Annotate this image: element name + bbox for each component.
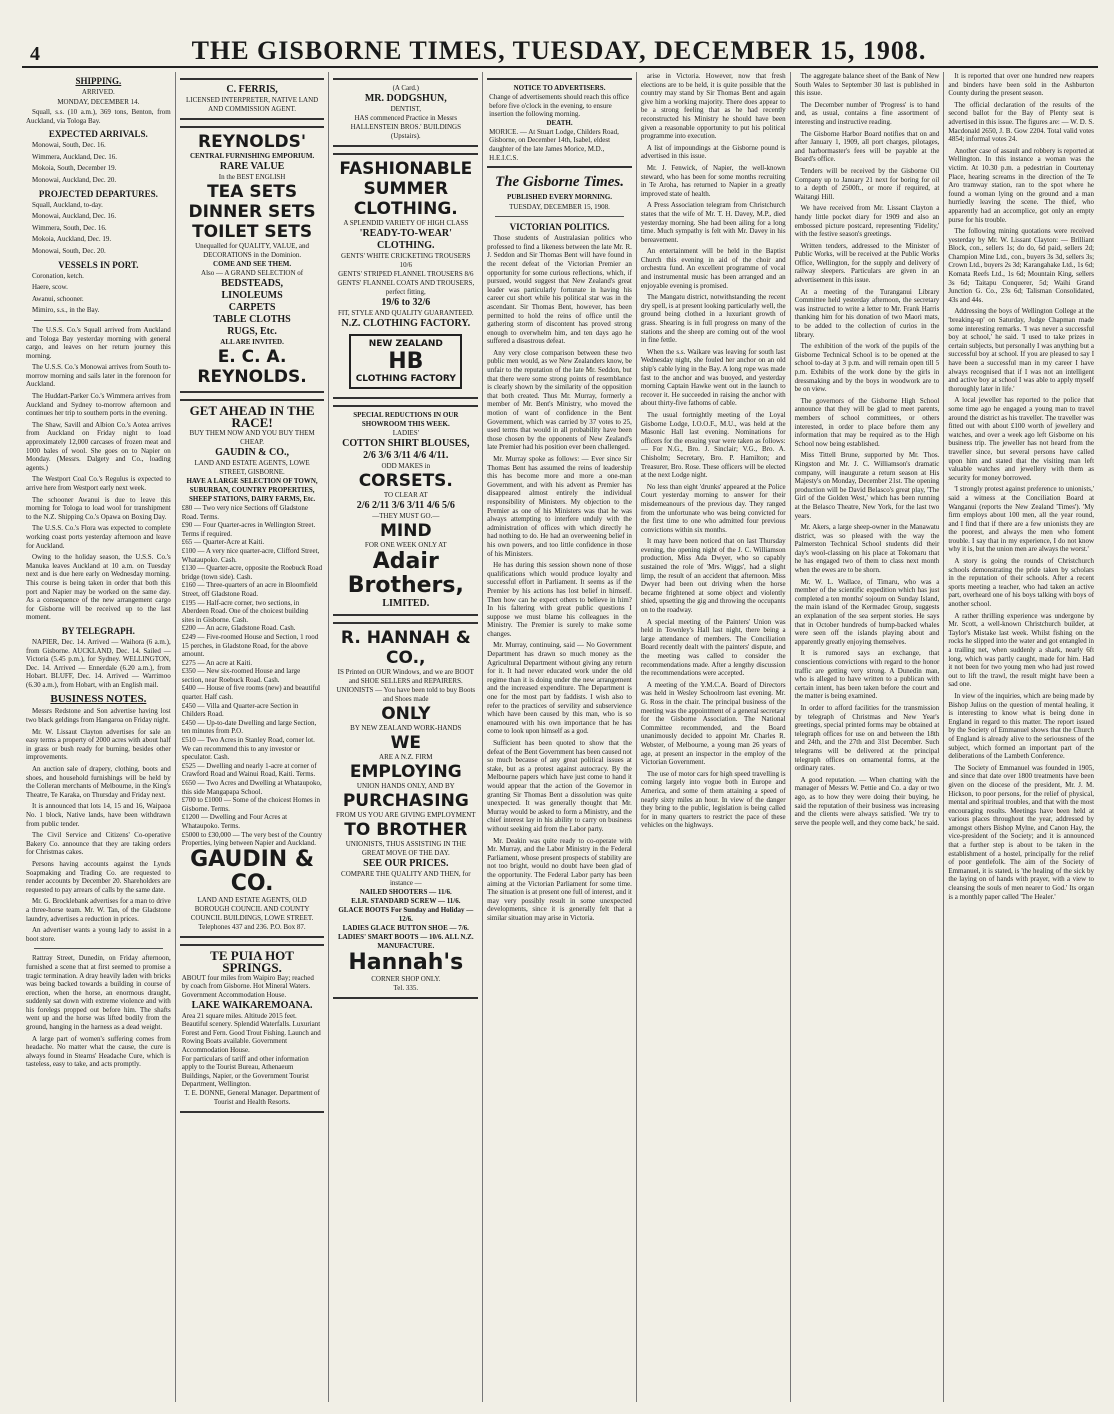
boot-item: E.I.R. STANDARD SCREW — 11/6.: [351, 897, 461, 905]
property-listing: £200 — An acre, Gladstone Road. Cash.: [181, 624, 296, 633]
news-paragraph: The aggregate balance sheet of the Bank of New South Wales to September 30 last is published in this issue.: [794, 72, 940, 98]
notice-heading: NOTICE TO ADVERTISERS.: [513, 84, 606, 92]
shipping-paragraph: The Westport Coal Co.'s Regulus is expected to arrive here from Westport early next week.: [26, 475, 171, 492]
ready-to-wear: 'READY-TO-WEAR' CLOTHING.: [359, 228, 452, 251]
goods-item: LINOLEUMS: [221, 290, 283, 301]
shipping-paragraph: Owing to the holiday season, the U.S.S. Co.'s Manuka leaves Auckland at 10 a.m. on Tuesday next and is due here early on Wednesday morning. This course is being taken in order that both this port and Napier may be worked on the same day. As a consequence of the new arrangement cargo for Gisborne will be received up to the last moment.: [26, 553, 171, 622]
news-paragraph: It is reported that over one hundred new reapers and binders have been sold in the Ashburton County during the present season.: [948, 72, 1095, 98]
best-english: In the BEST ENGLISH: [218, 173, 286, 181]
boot-item: GLACE BOOTS For Sunday and Holiday — 12/6.: [338, 906, 474, 923]
gaudin-ad: [180, 399, 325, 938]
editorial-paragraph: Mr. Murray, continuing, said — No Government Department has drawn so much money as the Agricultural Department without giving any return for it. It had never educated work under the old regime than it is doing under the new arrangement and the increased expenditure. The Department is one for the most part by faddists. I wish also to refer to the practices of servility and subservience which have been caused by this man, who is so enamoured with his own importance that he has come to look upon himself as a god.: [487, 641, 632, 736]
column-ads-left: [176, 72, 330, 1402]
tepuia-text: ABOUT four miles from Waipiro Bay; reached by coach from Gisborne. Hot Mineral Waters. Government Accommodation House.: [181, 973, 314, 999]
date-line: MONDAY, DECEMBER 14.: [57, 98, 140, 106]
news-paragraph: Tenders will be received by the Gisborne Oil Company up to January 21 next for boring for oil to a depth of 2500ft., or more if required, at Waitangi Hill.: [794, 166, 940, 201]
splendid-text: A SPLENDID VARIETY OF HIGH CLASS: [343, 219, 469, 227]
hannahs-name: Hannah's: [348, 950, 464, 975]
news-paragraph: It is rumored says an exchange, that conscientious convictions with regard to the honor traffic are getting very strong. A Dunedin man, who is alleged to have written to a publican with certain intent, has been taken before the court and the matter is being examined.: [794, 649, 940, 701]
grand-selection: Also — A GRAND SELECTION of: [201, 269, 304, 277]
property-listing: £249 — Five-roomed House and Section, 1 rood 15 perches, in Gladstone Road, for the above amount.: [181, 632, 319, 659]
notice-box: [487, 78, 632, 168]
property-listing: £350 — New six-roomed House and large section, near Roebuck Road. Cash.: [181, 667, 301, 684]
editorial-paragraph: Mr. Murray spoke as follows: — Ever since Sir Thomas Bent has assumed the reins of leadership this has become more and more a one-man Government, and with his advent as Premier has disappeared almost entirely the individual responsibility of Ministers. My objection to the Premier as one of his Ministers was that he was always attempting to interfere unduly with the administration of offices with which directly he had nothing to do. He had an overweening belief in his own powers, and too little confidence in those of his Ministers.: [487, 455, 632, 558]
come-see-text: COME AND SEE THEM.: [213, 260, 292, 268]
telegraph-text: NAPIER, Dec. 14. Arrived — Waihora (6 a.m.), from Gisborne. AUCKLAND, Dec. 14. Sailed — Victoria (5.45 p.m.), for Sydney. WELLINGTON, Dec. 14. Arrived — Ennerdale (6.20 a.m.), from Hobart. BLUFF, Dec. 14. Arrived — Warrimoo (6.30 a.m.), from Hobart, with an English mail.: [26, 637, 171, 689]
page-number: 4: [30, 43, 40, 65]
news-paragraph: The December number of 'Progress' is to hand and, as usual, contains a fine assortment of interesting and instructive reading.: [794, 100, 940, 126]
property-listing: £1200 — Dwelling and Four Acres at Whataupoko. Terms.: [181, 813, 288, 830]
blouse-prices: 2/6 3/6 3/11 4/6 4/11.: [363, 450, 449, 461]
property-listing: £650 — Two Acres and Dwelling at Whataupoko, this side Mangapapa School.: [181, 779, 322, 796]
reynolds-ad: [180, 126, 325, 393]
projected-heading: PROJECTED DEPARTURES.: [38, 188, 158, 199]
news-paragraph: The use of motor cars for high speed travelling is coming largely into vogue both in Europe and America, and some of them attaining a speed of nearly sixty miles an hour. In view of the danger they bring to the public, legislation is being called for in many quarters to restrict the pace of these vehicles on the highways.: [640, 769, 786, 830]
port-item: Awanui, schooner.: [32, 294, 84, 303]
tariff-text: For particulars of tariff and other information apply to the Tourist Bureau, Athenaeum Buildings, Napier, or the Government Tourist Department, Wellington.: [181, 1054, 309, 1089]
news-paragraph: A good reputation. — When chatting with the manager of Messrs W. Pettie and Co. a day or two ago, as to how they were doing their buying, he said the reputation of their business was increasing and the clients were always satisfied. 'We try to serve the people well, and they come back,' he said.: [794, 775, 940, 827]
compare-text: COMPARE THE QUALITY AND THEN, for instance —: [341, 870, 471, 887]
goods-item: RUGS, Etc.: [227, 326, 277, 337]
one-week-only: FOR ONE WEEK ONLY AT: [364, 541, 447, 549]
ferris-subtitle: LICENSED INTERPRETER, NATIVE LAND AND COMMISSION AGENT.: [185, 96, 319, 113]
nz-clothing-factory: N.Z. CLOTHING FACTORY.: [341, 318, 471, 329]
column-ads-right: [329, 72, 483, 1402]
shipping-paragraph: The Huddart-Parker Co.'s Wimmera arrives from Auckland and Sydney to-morrow afternoon and continues her trip to southern ports in the evening.: [26, 392, 171, 418]
telegraph-heading: BY TELEGRAPH.: [61, 625, 135, 636]
tepuia-ad: [180, 944, 325, 1113]
news-paragraph: In order to afford facilities for the transmission by telegraph of Christmas and New Year's greetings, special printed forms may be obtained at telegraph offices for use on and between the 18th and 24th, and the 27th and 31st December. Such telegrams will be delivered at the principal telegraph offices on ornamental forms, at the ordinary rates.: [794, 703, 940, 773]
dodgshun-name: MR. DODGSHUN,: [364, 93, 447, 104]
news-paragraph: The governors of the Gisborne High School announce that they will be glad to meet parents, members of school committees, or others interested, in order to place before them any information that may be required as to the High School now being established.: [794, 396, 940, 448]
to-clear: TO CLEAR AT: [383, 491, 428, 499]
must-go: —THEY MUST GO.—: [372, 512, 440, 520]
property-listing: £195 — Half-acre corner, two sections, in Aberdeen Road. One of the choicest building sites in Gisborne. Cash.: [181, 598, 309, 624]
projected-item: Wimmera, South, Dec. 16.: [32, 223, 107, 232]
news-paragraph: The following mining quotations were received yesterday by Mr. W. Lissant Clayton: — Brilliant Block, con., sellers 1s; do do, 6d paid, sellers 2d; Champion Mine Ltd., con., buyers 3s 3d, sellers 3s; Crown Ltd., buyers 2s 3d; Karangahake Ltd., 1s 6d; Komata Reefs Ltd., 1s 6d; Mountain King, sellers 3s 6d; Taitapu Conquerer, 5d; Waihi Grand Junction G. Co., 23s 6d; Talisman Consolidated, 43s and 44s.: [948, 227, 1095, 304]
property-listing: £80 — Two very nice Sections off Gladstone Road. Terms.: [181, 504, 308, 521]
property-listing: £5000 to £30,000 — The very best of the Country Properties, lying between Napier and Auckland.: [181, 830, 322, 848]
port-item: Coronation, ketch.: [32, 271, 84, 280]
port-heading: VESSELS IN PORT.: [58, 259, 139, 270]
news-paragraph: Another case of assault and robbery is reported at Wellington. In this instance a woman was the victim. At 10.30 p.m. a pedestrian in Courtenay Place, hearing screams in the direction of the Te Aro tramway station, ran to the spot where he found a woman lying on the ground and a man hurriedly leaving the scene. The thief, who apparently had an accomplice, got only an empty purse for his trouble.: [948, 146, 1095, 224]
port-item: Mimiro, s.s., in the Bay.: [32, 306, 100, 315]
business-note: Mr. W. Lissaut Clayton advertises for sale an easy terms a property of 2000 acres with about half in grass or bush ready for burning, besides other improvements.: [26, 727, 171, 762]
price-range: 19/6 to 32/6: [381, 297, 431, 308]
editorial-paragraph: Sufficient has been quoted to show that the defeat of the Bent Government has been caused not so much because of any great political issues at stake, but as a protest against autocracy. By the Melbourne papers which have just come to hand it would appear that the action of the Governor in granting Sir Thomas Bent a dissolution was quite unexpected. It was generally thought that Mr. Murray would be asked to form a Ministry, and the chief interest lay in his ability to carry on business without seeking aid from the Labor party.: [487, 739, 632, 833]
rare-value: RARE VALUE: [219, 161, 285, 172]
property-listing: £65 — Quarter-Acre at Kaiti.: [181, 538, 265, 547]
adair-brothers: Adair Brothers,: [347, 549, 464, 598]
adair-ad: [333, 405, 478, 616]
property-listing: £510 — Two Acres in Stanley Road, corner lot. We can recommend this to any investor or speculator. Cash.: [181, 736, 315, 762]
arrival-text: Squall, s.s. (10 a.m.), 369 tons, Benton, from Auckland, via Tologa Bay.: [26, 108, 171, 125]
tepuia-title: TE PUIA HOT SPRINGS.: [210, 947, 294, 975]
news-paragraph: The Gisborne Harbor Board notifies that on and after January 1, 1909, all port charges, pilotages, and harbormaster's fees will be payable at the Board's office.: [794, 129, 940, 164]
news-paragraph: A meeting of the Y.M.C.A. Board of Directors was held in Wesley Schoolroom last evening. Mr. G. Ross in the chair. The principal business of the meeting was the appointment of a general secretary for the Gisborne Association. The National Committee recommended, and the Board unanimously decided to appoint Mr. Charles R. Webster, of Melbourne, a young man 26 years of age, at present an inspector in the employ of the Victorian Government.: [640, 680, 786, 767]
news-paragraph: 'I strongly protest against preference to unionists,' said a witness at the Conciliation Board at Wanganui (reports the New Zealand 'Times'). 'My firm employs about 100 men, all the year round, and I find that if there are a few unionists they are the poorest, and always the men who foment trouble. I say that in my experience, I do not know why it is, but the union men are always the worst.': [948, 485, 1095, 554]
corset-prices: 2/6 2/11 3/6 3/11 4/6 5/6: [356, 500, 455, 511]
property-listing: £160 — Three-quarters of an acre in Bloomfield Street, off Gladstone Road.: [181, 581, 318, 598]
news-paragraph: A large part of women's suffering comes from headache. No matter what the cause, the cure is always found in Stearns' Headache Cure, which is tasteless, easy to take, and acts promptly.: [26, 1034, 171, 1069]
expected-item: Mokoia, South, December 19.: [32, 164, 117, 173]
property-listing: £450 — Villa and Quarter-acre Section in Childers Road.: [181, 701, 299, 719]
invited-text: ALL ARE INVITED.: [220, 338, 284, 346]
news-paragraph: The exhibition of the work of the pupils of the Gisborne Technical School is to be opened at the school to-day at 3 p.m. and will remain open till 5 p.m. Exhibits of the work done by the girls in dressmaking and by the boys in woodwork are to be on view.: [794, 342, 940, 394]
gaudin-subtitle: LAND AND ESTATE AGENTS, LOWE STREET, GISBORNE.: [194, 459, 310, 476]
business-note: Messrs Redstone and Son advertise having lost two black geldings from Hangaroa on Friday night.: [26, 707, 171, 725]
fit-guarantee: FIT, STYLE AND QUALITY GUARANTEED.: [337, 309, 474, 317]
hannah-name: R. HANNAH & CO.,: [340, 628, 471, 668]
news-paragraph: A rather thrilling experience was undergone by Mr. Scott, a well-known Christchurch builder, at Taylor's Mistake last week. Whilst fishing on the rocks he slipped into the water and got entangled in a trailing net, when suddenly a shark, nearly 6ft long, which was partly caught, made for him. Had it not been for two young men who had just rowed out to lift the trawl, the result might have been a sad one.: [948, 611, 1095, 689]
hannah-ad: [333, 622, 478, 999]
corsets-title: CORSETS.: [358, 471, 453, 491]
property-listing: £90 — Four Quarter-acres in Wellington Street. Terms if required.: [181, 521, 316, 538]
shipping-paragraph: The U.S.S. Co.'s Squall arrived from Auckland and Tologa Bay yesterday morning with general cargo, and leaves on her return journey this morning.: [26, 325, 171, 360]
projected-item: Monowai, South, Dec. 20.: [32, 246, 106, 255]
editorial-paragraph: Those students of Australasian politics who professed to find a likeness between the late Mr. R. J. Seddon and Sir Thomas Bent will have found in the recent defeat of the Victorian Premier an opportunity for some curious reflections, which, if pursued, would suggest that New Zealand's great leader was particularly fortunate in having his career cut short while his political star was in the ascendant. Sir Thomas Bent, however, has been permitted to hold the reins of office until the gathering storm of discontent has proved strong enough to overwhelm him, and ten days ago he suffered a disastrous defeat.: [487, 234, 632, 346]
business-note: Mr. G. Brocklebank advertises for a man to drive a three-horse team. Mr. W. Tan, of the Gladstone laundry, advertises a reduction in prices.: [26, 897, 171, 923]
news-paragraph: A list of impoundings at the Gisborne pound is advertised in this issue.: [640, 143, 786, 161]
logo-bottom-text: CLOTHING FACTORY: [355, 374, 456, 384]
divider: [34, 948, 163, 949]
expected-heading: EXPECTED ARRIVALS.: [48, 129, 148, 140]
expected-item: Monowai, South, Dec. 16.: [32, 141, 106, 150]
masthead: [22, 32, 1098, 68]
news-paragraph: A story is going the rounds of Christchurch schools demonstrating the pride taken by scholars in the reputation of their schools. After a recent sports meeting a teacher, who had taken an active part, overheard one of his boys talking with boys of another school.: [948, 557, 1095, 609]
corner-shop: CORNER SHOP ONLY.: [371, 975, 441, 983]
news-paragraph: We have received from Mr. Lissant Clayton a handy little pocket diary for 1909 and also an embossed picture postcard, representing 'Fidelity,' with the festive season's greetings.: [794, 204, 940, 239]
lake-title: LAKE WAIKAREMOANA.: [191, 999, 313, 1011]
port-item: Haere, scow.: [32, 283, 68, 292]
hannah-text: IS Printed on OUR Windows, and we are BOOT and SHOE SELLERS and REPAIRERS.: [337, 668, 474, 685]
news-paragraph: At a meeting of the Turanganui Library Committee held yesterday afternoon, the secretary was instructed to write a letter to Mr. Frank Harris thanking him for his donation of two Maori mats, to be added to the collection of curios in the library.: [794, 287, 940, 339]
reynolds-subtitle: CENTRAL FURNISHING EMPORIUM.: [189, 152, 315, 160]
shipping-paragraph: The U.S.S. Co.'s Monowai arrives from South to-morrow morning and sails later in the forenoon for Auckland.: [26, 363, 171, 389]
business-note: An auction sale of drapery, clothing, boots and shoes, and household furnishings will be held by the Colleran merchants of Melbourne, in the King's Theatre, Te Karaka, on Thursday and Friday next.: [26, 765, 171, 799]
divider: [34, 320, 163, 321]
gents-item: GENTS' STRIPED FLANNEL TROUSERS 8/6: [338, 270, 474, 278]
news-paragraph: An entertainment will be held in the Baptist Church this evening in aid of the choir and orchestra fund. An excellent programme of vocal and instrumental music has been arranged and an enjoyable evening is promised.: [640, 247, 786, 290]
cotton-blouses: COTTON SHIRT BLOUSES,: [342, 438, 470, 449]
news-paragraph: The usual fortnightly meeting of the Loyal Gisborne Lodge, I.O.O.F., M.U., was held at the Masonic Hall last evening. Nominations for officers for the ensuing year were taken as follows: — For N.G., Bro. J. Sinclair; V.G., Bro. A. Chisholm; Secretary, Bro. P. Hamilton; and Treasurer, Bro. Rose. These officers will be elected at the next Lodge night.: [640, 410, 786, 480]
gents-item: GENTS' FLANNEL COATS AND TROUSERS, perfect fitting,: [337, 279, 475, 296]
news-paragraph: Written tenders, addressed to the Minister of Public Works, will be received at the Public Works Office, Wellington, for the supply and delivery of railway sleepers. Particulars are given in an advertisement in this issue.: [794, 241, 940, 285]
property-listing: £700 to £1000 — Some of the choicest Homes in Gisborne. Terms.: [181, 796, 320, 813]
business-heading: BUSINESS NOTES.: [50, 693, 147, 706]
issue-date: TUESDAY, DECEMBER 15, 1908.: [509, 203, 610, 212]
we-word: WE: [390, 733, 421, 753]
gaudin-name: GAUDIN & CO.,: [215, 447, 290, 458]
paper-name: The Gisborne Times.: [495, 174, 625, 191]
shipping-paragraph: The U.S.S. Co.'s Flora was expected to complete working coast ports yesterday afternoon and leave for Auckland.: [26, 524, 171, 550]
dodgshun-ad: [333, 78, 478, 147]
goods-item: TABLE CLOTHS: [213, 314, 291, 325]
ferris-name: C. FERRIS,: [226, 84, 278, 95]
shipping-heading: SHIPPING.: [75, 76, 122, 86]
unionists-assist-text: UNIONISTS, THUS ASSISTING IN THE GREAT MOVE OF THE DAY.: [345, 840, 466, 857]
news-paragraph: arise in Victoria. However, now that fresh elections are to be held, it is quite possible that the country may stand by Sir Thomas Bent and again give him a working majority. There does appear to be a strong feeling that as he had recently reconstructed his Ministry he should have been given a reasonable opportunity to put his political programme into execution.: [640, 72, 786, 141]
news-paragraph: The Mangatu district, notwithstanding the recent dry spell, is at present looking particularly well, the ground being clothed in a luxuriant growth of grass. Shearing is in full progress on many of the stations and the sheep are coming out of the wool in fine fettle.: [640, 293, 786, 345]
card-label: (A Card.): [392, 84, 420, 92]
dentist-label: DENTIST,: [390, 105, 421, 113]
news-paragraph: A local jeweller has reported to the police that some time ago he engaged a young man to travel around the district as his traveller. The traveller was fitted out with about £100 worth of jewellery and watches, and over a week ago left Gisborne on his business trip. The jeweller has not heard from the traveller since, but several persons have called upon him and stated that the visiting man left valuable watches and jewellery with them as security for money borrowed.: [948, 396, 1095, 482]
expected-item: Wimmera, Auckland, Dec. 16.: [32, 152, 118, 161]
news-paragraph: A Press Association telegram from Christchurch states that the wife of Mr. T. H. Davey, M.P., died yesterday morning. She had been ailing for a long time. Much sympathy is felt with Mr. Davey in his bereavement.: [640, 201, 786, 244]
column-shipping: [22, 72, 176, 1402]
boot-item: LADIES GLACE BUTTON SHOE — 7/6.: [342, 924, 469, 932]
news-paragraph: The Society of Emmanuel was founded in 1905, and since that date over 1800 treatments have been given on the diocese of the president, Mr. J. M. Hickson, to poor persons, for the relief of physical, mental and spiritual troubles, and that with the most encouraging results. Meetings have been held at various places throughout the year, addressed by amongst others Bishop Mylne, and Canon Hay, the vice-president of the Society; and it is announced that a further step is about to be taken in the establishment of a hostel, principally for the relief of poor gentlefolk. The aim of the Society of Emmanuel, it is stated, is 'the healing of the sick by the laying on of hands with prayer, with a view to cleansing the souls of men nearer to God.' Its organ is a monthly paper called 'The Healer.': [948, 763, 1095, 901]
news-paragraph: Mr. J. Fenwick, of Napier, the well-known steward, who has been for some months recruiting in Te Aroha, has returned to Napier in a greatly improved state of health.: [640, 163, 786, 198]
news-paragraph: When the s.s. Waikare was leaving for south last Wednesday night, she fouled her anchor on an old ship's cable lying in the Bay. A long rope was made fast to the anchor and was buoyed, and yesterday morning Captain Hawke went out in the launch to recover it. He succeeded in raising the anchor with about thirty-five fathoms of cable.: [640, 347, 786, 408]
death-text: MORICE. — At Stuart Lodge, Childers Road, Gisborne, on December 14th, Isabel, eldest daughter of the late James Morice, M.D., H.E.I.C.S.: [489, 127, 619, 162]
dinner-sets: DINNER SETS: [188, 202, 316, 222]
editorial-paragraph: Mr. Deakin was quite ready to co-operate with Mr. Murray, and the Labor Ministry in the Federal Parliament, whose present prospects of stability are not too bright, would no doubt have been glad of the opportunity. The Federal Labor party has been aiming at the Victorian Parliament for some time. The situation is at present one full of interest, and it may very possibly result in some unexpected developments, since it is generally felt that a similar situation may arise in Victoria.: [487, 836, 632, 922]
news-paragraph: No less than eight 'drunks' appeared at the Police Court yesterday morning to answer for their misdemeanours of the previous day. They ranged from the unfortunate who was being convicted for the first time to one who admitted four previous convictions within six months.: [640, 482, 786, 534]
columns: [22, 72, 1098, 1402]
donne-signature: T. E. DONNE, General Manager. Department of Tourist and Health Resorts.: [184, 1088, 320, 1106]
death-heading: DEATH.: [546, 118, 573, 127]
projected-item: Mokoia, Auckland, Dec. 19.: [32, 235, 112, 244]
business-note: It is announced that lots 14, 15 and 16, Waipaoa No. 1 block, Native lands, have been withdrawn from public tender.: [26, 802, 171, 828]
business-note: An advertiser wants a young lady to assist in a boot store.: [26, 926, 171, 943]
masthead-title: THE GISBORNE TIMES, TUESDAY, DECEMBER 15, 1908.: [191, 36, 927, 65]
race-subtitle: BUY THEM NOW AND YOU BUY THEM CHEAP.: [189, 429, 315, 446]
news-paragraph: Rattray Street, Dunedin, on Friday afternoon, furnished a scene that at first seemed to promise a tragic termination. A dray heavily laden with bricks was being backed towards a building in course of erection, when the horse, an enormous draught, suddenly sat down with extreme violence and with his forelegs propped out before him. The shafts went up and the horse was lifted bodily from the ground, hanging in the harness as a dead weight.: [26, 954, 171, 1032]
from-us-text: FROM US YOU ARE GIVING EMPLOYMENT: [336, 811, 476, 819]
property-listing: £450 — Up-to-date Dwelling and large Section, ten minutes from P.O.: [181, 718, 317, 736]
news-paragraph: The official declaration of the results of the second ballot for the Bay of Plenty seat is advertised in this issue. The figures are: — W. D. S. Macdonald 2650, J. B. Gow 2204. Total valid votes 4854; informal votes 24.: [948, 100, 1095, 144]
ladies-label: LADIES': [392, 429, 419, 437]
news-paragraph: It may have been noticed that on last Thursday evening, the opening night of the J. C. Williamson production, Miss Ada Dwyer, who so capably sustained the role of 'Mrs. Wiggs', had a slight limp, the result of an accident that afternoon. Miss Dwyer had been out driving when the horse became frightened at some object and violently shied, upsetting the gig and throwing the occupants on to the roadway.: [640, 537, 786, 615]
business-note: The Civil Service and Citizens' Co-operative Bakery Co. announce that they are taking orders for Christmas cakes.: [26, 831, 171, 857]
clothing-ad: [333, 153, 478, 399]
telephone: Tel. 335.: [393, 984, 419, 992]
gaudin-telephones: Telephones 437 and 236. P.O. Box 87.: [198, 922, 306, 931]
goods-item: CARPETS: [228, 302, 276, 313]
race-title: GET AHEAD IN THE RACE!: [189, 403, 315, 430]
news-paragraph: A special meeting of the Painters' Union was held in Townley's Hall last night, there being a large attendance of members. The Conciliation Board recently dealt with the painters' dispute, and the meeting was called to consider the recommendations made. After a lengthy discussion the recommendations were accepted.: [640, 617, 786, 678]
only-word: ONLY: [381, 704, 431, 724]
column-local-news-3: [944, 72, 1098, 1402]
gaudin-big-name: GAUDIN & CO.: [190, 846, 315, 896]
mind-title: MIND: [380, 521, 432, 541]
news-paragraph: Mr. W. L. Wallace, of Timaru, who was a member of the scientific expedition which has just completed a ten months' sojourn on Sunday Island, the main island of the Kermadec Group, suggests an explanation of the sea serpent stories. He says that in October hundreds of hump-backed whales were seen off the islands playing about and apparently greatly enjoying themselves.: [794, 577, 940, 646]
hb-logo: [349, 334, 462, 389]
shipping-paragraph: The Shaw, Savill and Albion Co.'s Aotea arrives from Auckland on Friday night to load approximately 12,000 carcases of frozen meat and 1000 bales of wool. She goes on to Napier on Monday. (Messrs. Dalgety and Co., loading agents.): [26, 420, 171, 472]
tea-sets: TEA SETS: [207, 182, 298, 202]
divider: [495, 216, 624, 217]
property-listing: £100 — A very nice quarter-acre, Clifford Street, Whataupoko. Cash.: [181, 546, 320, 564]
union-hands-text: UNION HANDS ONLY, AND BY: [356, 782, 455, 790]
eca-reynolds: E. C. A. REYNOLDS.: [197, 347, 307, 387]
toilet-sets: TOILET SETS: [192, 222, 313, 242]
news-paragraph: Addressing the boys of Wellington College at the 'breaking-up' on Saturday, Judge Chapman made some interesting remarks. 'I was never a successful boy at school,' he said. 'I used to take prizes in certain subjects, but personally I was anything but a successful boy at school. If you are pleased to say I have been a successful man in my career I have always recognised that if I was not an intelligent and active boy at school I was able to apply myself thoroughly later in life.': [948, 307, 1095, 393]
business-note: Persons having accounts against the Lynds Soapmaking and Trading Co. are requested to render accounts by December 20. Shareholders are requested to pay arrears of calls by the same date.: [26, 859, 171, 894]
arrived-heading: ARRIVED.: [81, 88, 115, 96]
boot-item: NAILED SHOOTERS — 11/6.: [359, 888, 452, 896]
projected-item: Squall, Auckland, to-day.: [32, 200, 103, 209]
gaudin-big-subtitle: LAND AND ESTATE AGENTS, OLD BOROUGH COUNCIL AND COUNTY COUNCIL BUILDINGS, LOWE STREET.: [190, 895, 314, 922]
lake-text: Area 21 square miles. Altitude 2015 feet. Beautiful scenery. Splendid Waterfalls. Luxuriant Forest and Fern. Good Trout Fishing. Launch and Rowing Boats available. Government Accommodation House.: [181, 1011, 321, 1054]
fashionable-title: FASHIONABLE SUMMER CLOTHING.: [339, 159, 473, 219]
property-listing: £525 — Dwelling and nearly 1-acre at corner of Crawford Road and Wainui Road, Kaiti. Terms.: [181, 761, 317, 779]
gents-item: GENTS' WHITE CRICKETING TROUSERS 10/6: [341, 252, 471, 269]
to-brother-word: TO BROTHER: [344, 820, 468, 840]
expected-item: Monowai, Auckland, Dec. 20.: [32, 175, 117, 184]
see-prices: SEE OUR PRICES.: [363, 858, 449, 869]
news-paragraph: Mr. Akers, a large sheep-owner in the Manawatu district, was so pleased with the way the Palmerston Technical School students did their day's wool-classing on his place at Tokomaru that he has engaged two of them to class next month when the ewes are to be shorn.: [794, 523, 940, 575]
property-listing: £130 — Quarter-acre, opposite the Roebuck Road bridge (town side). Cash.: [181, 564, 323, 581]
logo-hb-text: HB: [388, 349, 424, 374]
special-reductions: SPECIAL REDUCTIONS IN OUR SHOWROOM THIS WEEK.: [353, 411, 459, 428]
unequalled-text: Unequalled for QUALITY, VALUE, and DECORATIONS in the Dominion.: [195, 242, 310, 259]
employing-word: EMPLOYING: [349, 762, 462, 782]
reynolds-title: REYNOLDS': [198, 132, 307, 152]
are-firm-text: ARE A N.Z. FIRM: [379, 753, 433, 761]
ferris-ad: [180, 78, 325, 120]
purchasing-word: PURCHASING: [342, 791, 469, 811]
property-listing: £275 — An acre at Kaiti.: [181, 658, 253, 667]
shipping-paragraph: The schooner Awanui is due to leave this morning for Tologa to load wool for transhipment to the N.Z. Shipping Co.'s Opawa on Boxing Day.: [26, 495, 171, 521]
by-union-text: BY NEW ZEALAND WORK-HANDS: [350, 724, 462, 732]
have-large-selection: HAVE A LARGE SELECTION OF TOWN, SUBURBAN, COUNTRY PROPERTIES, SHEEP STATIONS, DAIRY FARMS, Etc.: [186, 477, 318, 503]
politics-heading: VICTORIAN POLITICS.: [509, 222, 610, 233]
odd-makes: ODD MAKES in: [381, 462, 431, 470]
news-paragraph: Miss Tittell Brune, supported by Mr. Thos. Kingston and Mr. J. C. Williamson's dramatic company, will inaugurate a return season at His Majesty's on Monday, December 21st. The opening production will be David Belasco's great play, 'The Girl of the Golden West,' which has been running at the Belasco Theatre, New York, for the last two years.: [794, 451, 940, 520]
notice-text: Change of advertisements should reach this office before five o'clock in the evening, to ensure insertion the following morning.: [489, 93, 629, 119]
editorial-paragraph: Any very close comparison between these two public men would, as we New Zealanders know, be unfair to the reputation of the late Mr. Seddon, but that there were some strong points of resemblance is clearly shown by the similarity of the opposition that both created. Thus Mr. Murray, formerly a member of Mr. Bent's Ministry, who moved the motion of want of confidence in the Bent Government, which was carried by 37 votes to 25, used terms that would in all probability have been those chosen by the opponents of New Zealand's late Premier had his position ever been challenged.: [487, 348, 632, 452]
news-paragraph: In view of the inquiries, which are being made by Bishop Julius on the question of mental healing, it is interesting to know what is being done in England in regard to this matter. The report issued by the Society of Emmanuel shows that the Church of England is already alive to the seriousness of the subject, which formed an important part of the deliberations of the Lambeth Conference.: [948, 691, 1095, 761]
projected-item: Monowai, Auckland, Dec. 16.: [32, 212, 117, 221]
published-line: PUBLISHED EVERY MORNING.: [506, 193, 613, 202]
logo-top-text: NEW ZEALAND: [368, 339, 443, 349]
column-local-news-2: [791, 72, 945, 1402]
unionists-text: UNIONISTS — You have been told to buy Boots and Shoes made: [336, 686, 476, 703]
column-local-news-1: [637, 72, 791, 1402]
boot-item: LADIES' SMART BOOTS — 10/6. ALL N.Z. MANUFACTURE.: [338, 933, 474, 950]
goods-item: BEDSTEADS,: [221, 278, 284, 289]
column-editorial: [483, 72, 637, 1402]
property-listing: £400 — House of five rooms (new) and beautiful quarter. Half cash.: [181, 684, 321, 702]
dodgshun-text: HAS commenced Practice in Messrs HALLENSTEIN BROS.' BUILDINGS (Upstairs).: [350, 114, 461, 140]
limited-label: LIMITED.: [382, 598, 430, 609]
editorial-paragraph: He has during this session shown none of those qualifications which would produce loyalty and successful effort in Parliament. It seems as if the Premier by his actions has lost belief in himself. Then how can he expect others to believe in him? In his faltering with great public questions I suppose we must blame his colleagues in the Ministry. The Premier is surely to make some changes.: [487, 561, 632, 638]
